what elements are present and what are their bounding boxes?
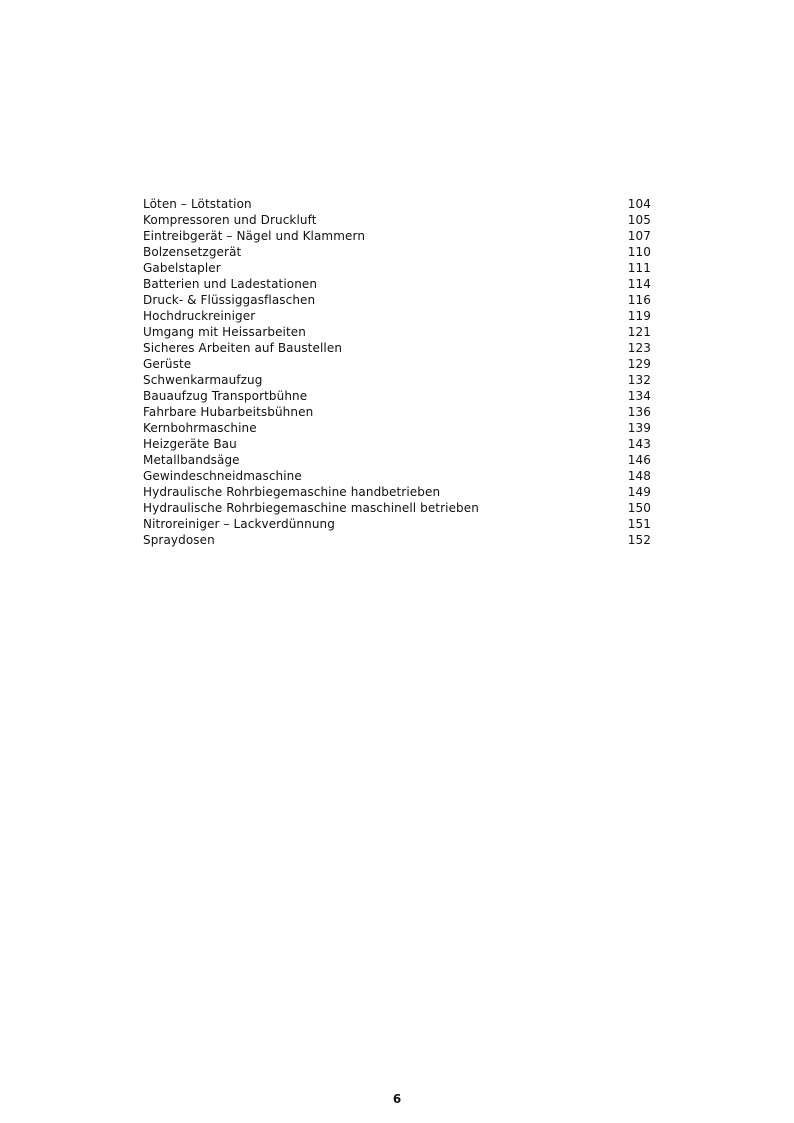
toc-entry[interactable] [143, 484, 651, 500]
toc-entry-page: 151 [627, 517, 651, 531]
toc-entry-page: 152 [627, 533, 651, 547]
toc-entry-page: 110 [627, 245, 651, 259]
table-of-contents [143, 196, 651, 548]
toc-entry-page: 119 [627, 309, 651, 323]
toc-entry-page: 104 [627, 197, 651, 211]
toc-entry-page: 132 [627, 373, 651, 387]
toc-entry-page: 116 [627, 293, 651, 307]
toc-entry-title: Bolzensetzgerät [143, 245, 242, 259]
toc-entry-title: Bauaufzug Transportbühne [143, 389, 308, 403]
toc-entry-page: 107 [627, 229, 651, 243]
toc-entry[interactable] [143, 516, 651, 532]
toc-entry-page: 146 [627, 453, 651, 467]
toc-entry-page: 150 [627, 501, 651, 515]
toc-entry-page: 114 [627, 277, 651, 291]
toc-entry[interactable] [143, 276, 651, 292]
toc-entry-page: 148 [627, 469, 651, 483]
toc-entry-title: Kompressoren und Druckluft [143, 213, 317, 227]
toc-entry-title: Nitroreiniger – Lackverdünnung [143, 517, 335, 531]
toc-entry-page: 149 [627, 485, 651, 499]
toc-entry[interactable] [143, 372, 651, 388]
toc-entry[interactable] [143, 244, 651, 260]
toc-entry-title: Gabelstapler [143, 261, 221, 275]
toc-entry[interactable] [143, 228, 651, 244]
toc-entry-page: 134 [627, 389, 651, 403]
toc-entry[interactable] [143, 356, 651, 372]
toc-entry-title: Heizgeräte Bau [143, 437, 237, 451]
toc-entry-title: Gerüste [143, 357, 192, 371]
toc-entry[interactable] [143, 196, 651, 212]
toc-entry-title: Löten – Lötstation [143, 197, 252, 211]
toc-entry-title: Gewindeschneidmaschine [143, 469, 302, 483]
toc-entry[interactable] [143, 404, 651, 420]
toc-entry[interactable] [143, 452, 651, 468]
toc-entry-title: Eintreibgerät – Nägel und Klammern [143, 229, 366, 243]
toc-entry[interactable] [143, 532, 651, 548]
toc-entry[interactable] [143, 436, 651, 452]
toc-entry-title: Kernbohrmaschine [143, 421, 257, 435]
toc-entry[interactable] [143, 260, 651, 276]
toc-entry-title: Batterien und Ladestationen [143, 277, 318, 291]
toc-entry-page: 121 [627, 325, 651, 339]
toc-entry[interactable] [143, 212, 651, 228]
toc-entry-title: Hydraulische Rohrbiegemaschine maschinell betrieben [143, 501, 479, 515]
toc-entry[interactable] [143, 308, 651, 324]
toc-entry-page: 143 [627, 437, 651, 451]
toc-entry-page: 139 [627, 421, 651, 435]
toc-entry-page: 105 [627, 213, 651, 227]
toc-entry-title: Umgang mit Heissarbeiten [143, 325, 306, 339]
toc-entry-title: Hochdruckreiniger [143, 309, 256, 323]
toc-entry[interactable] [143, 292, 651, 308]
toc-entry[interactable] [143, 340, 651, 356]
toc-entry[interactable] [143, 468, 651, 484]
toc-entry[interactable] [143, 500, 651, 516]
toc-entry[interactable] [143, 324, 651, 340]
toc-entry-title: Metallbandsäge [143, 453, 240, 467]
toc-entry-page: 123 [627, 341, 651, 355]
toc-entry-title: Spraydosen [143, 533, 215, 547]
toc-entry-title: Hydraulische Rohrbiegemaschine handbetrieben [143, 485, 441, 499]
toc-entry-title: Fahrbare Hubarbeitsbühnen [143, 405, 314, 419]
toc-entry-page: 111 [627, 261, 651, 275]
toc-entry-page: 136 [627, 405, 651, 419]
toc-entry-title: Druck- & Flüssiggasflaschen [143, 293, 316, 307]
toc-entry-title: Sicheres Arbeiten auf Baustellen [143, 341, 343, 355]
page-number: 6 [392, 1092, 402, 1106]
toc-entry[interactable] [143, 420, 651, 436]
toc-entry-page: 129 [627, 357, 651, 371]
toc-entry[interactable] [143, 388, 651, 404]
toc-entry-title: Schwenkarmaufzug [143, 373, 263, 387]
